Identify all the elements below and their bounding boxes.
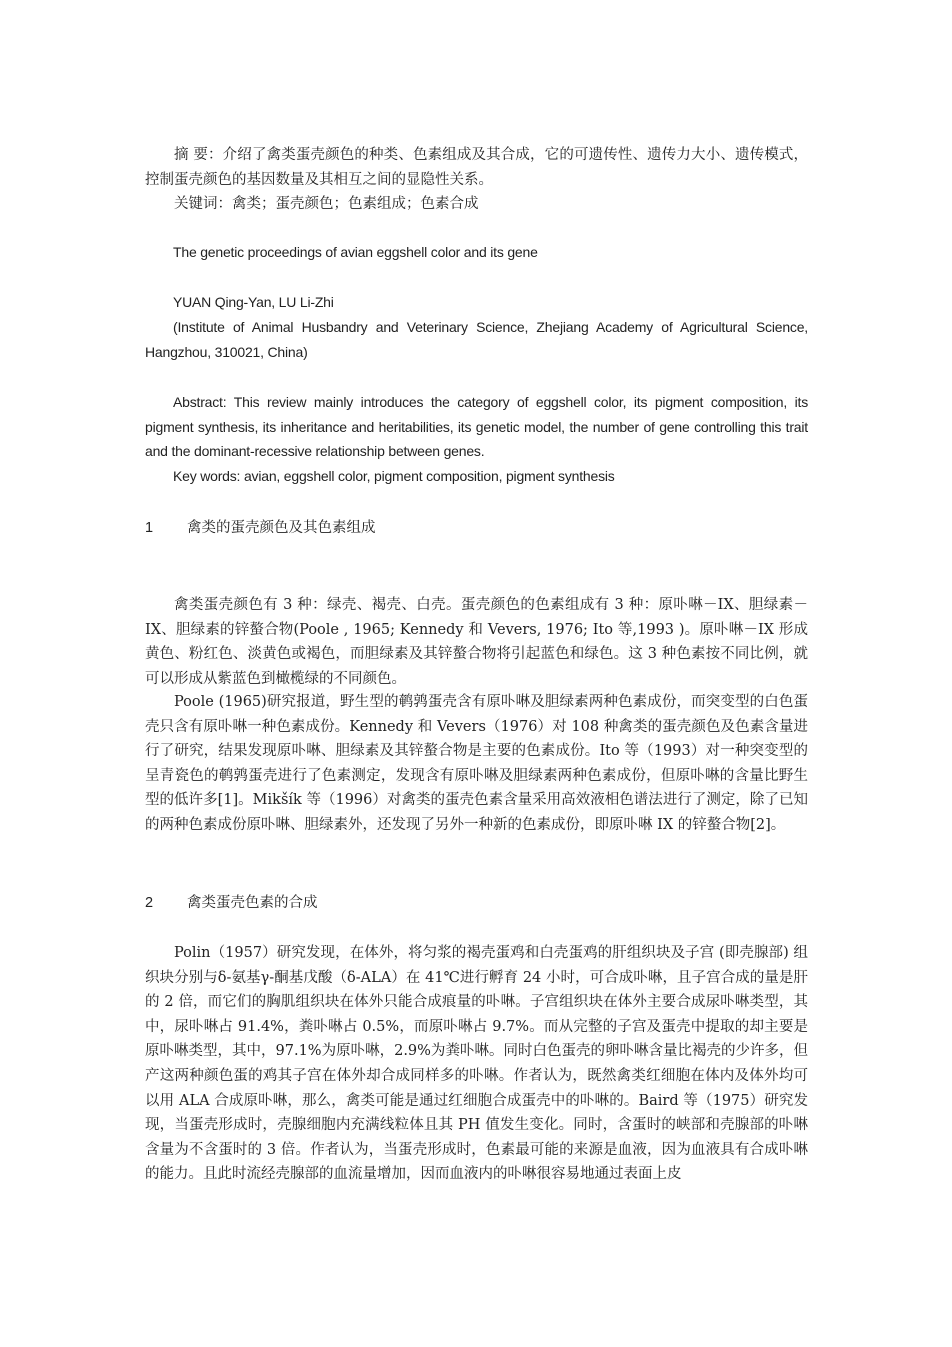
keywords-en: Key words: avian, eggshell color, pigment composition, pigment synthesis — [173, 468, 615, 484]
section-1-number: 1 — [145, 520, 154, 536]
abstract-en: Abstract: This review mainly introduces the category of eggshell color, its pigment composition, its pigment synthesis, its inheritance and heritabilities, its genetic model, the number of gene controlling this trait and the dominant-recessive relationship between genes. — [145, 394, 808, 460]
affiliation: (Institute of Animal Husbandry and Veterinary Science, Zhejiang Academy of Agricultural Science, Hangzhou, 310021, China) — [145, 319, 808, 360]
section-1-paragraph-2: Poole (1965)研究报道，野生型的鹌鹑蛋壳含有原卟啉及胆绿素两种色素成份，而突变型的白色蛋壳只含有原卟啉一种色素成份。Kennedy 和 Vevers（1976）对 108 种禽类的蛋壳颜色及色素含量进行了研究，结果发现原卟啉、胆绿素及其锌螯合物是主要的色素成份。Ito 等（1993）对一种突变型的呈青瓷色的鹌鹑蛋壳进行了色素测定，发现含有原卟啉及胆绿素两种色素成份，但原卟啉的含量比野生型的低许多[1]。Mikšík 等（1996）对禽类的蛋壳色素含量采用高效液相色谱法进行了测定，除了已知的两种色素成份原卟啉、胆绿素外，还发现了另外一种新的色素成份，即原卟啉 IX 的锌螯合物[2]。 — [145, 694, 808, 833]
section-2-title: 禽类蛋壳色素的合成 — [187, 895, 318, 911]
section-2-number: 2 — [145, 895, 154, 911]
abstract-cn-label: 摘 要： — [174, 147, 223, 163]
section-1-title: 禽类的蛋壳颜色及其色素组成 — [187, 520, 376, 536]
section-1-heading — [145, 516, 808, 540]
section-2-paragraph-1: Polin（1957）研究发现，在体外，将匀浆的褐壳蛋鸡和白壳蛋鸡的肝组织块及子宫 (即壳腺部) 组织块分别与δ-氨基γ-酮基戊酸（δ-ALA）在 41℃进行孵育 24 小时，可合成卟啉，且子宫合成的量是肝的 2 倍，而它们的胸肌组织块在体外只能合成痕量的卟啉。子宫组织块在体外主要合成尿卟啉类型，其中，尿卟啉占 91.4%，粪卟啉占 0.5%，而原卟啉占 9.7%。而从完整的子宫及蛋壳中提取的却主要是原卟啉类型，其中，97.1%为原卟啉，2.9%为粪卟啉。同时白色蛋壳的卵卟啉含量比褐壳的少许多，但产这两种颜色蛋的鸡其子宫在体外却合成同样多的卟啉。作者认为，既然禽类红细胞在体内及体外均可以用 ALA 合成原卟啉，那么，禽类可能是通过红细胞合成蛋壳中的卟啉的。Baird 等（1975）研究发现，当蛋壳形成时，壳腺细胞内充满线粒体且其 PH 值发生变化。同时，含蛋时的峡部和壳腺部的卟啉含量为不含蛋时的 3 倍。作者认为，当蛋壳形成时，色素最可能的来源是血液，因为血液具有合成卟啉的能力。且此时流经壳腺部的血流量增加，因而血液内的卟啉很容易地通过表面上皮 — [145, 945, 808, 1183]
section-1-paragraph-1: 禽类蛋壳颜色有 3 种：绿壳、褐壳、白壳。蛋壳颜色的色素组成有 3 种：原卟啉－IX、胆绿素－IX、胆绿素的锌螯合物(Poole , 1965; Kennedy 和 Vevers, 1976; Ito 等,1993 )。原卟啉－IX 形成黄色、粉红色、淡黄色或褐色，而胆绿素及其锌螯合物将引起蓝色和绿色。这 3 种色素按不同比例，就可以形成从紫蓝色到橄榄绿的不同颜色。 — [145, 597, 808, 687]
abstract-cn-text: 介绍了禽类蛋壳颜色的种类、色素组成及其合成，它的可遗传性、遗传力大小、遗传模式，控制蛋壳颜色的基因数量及其相互之间的显隐性关系。 — [145, 147, 809, 188]
keywords-cn: 关键词：禽类；蛋壳颜色；色素组成；色素合成 — [174, 196, 479, 212]
english-title: The genetic proceedings of avian eggshell color and its gene — [173, 244, 538, 260]
section-2-heading — [145, 891, 808, 915]
abstract-cn — [145, 143, 808, 192]
authors: YUAN Qing-Yan, LU Li-Zhi — [173, 294, 334, 310]
